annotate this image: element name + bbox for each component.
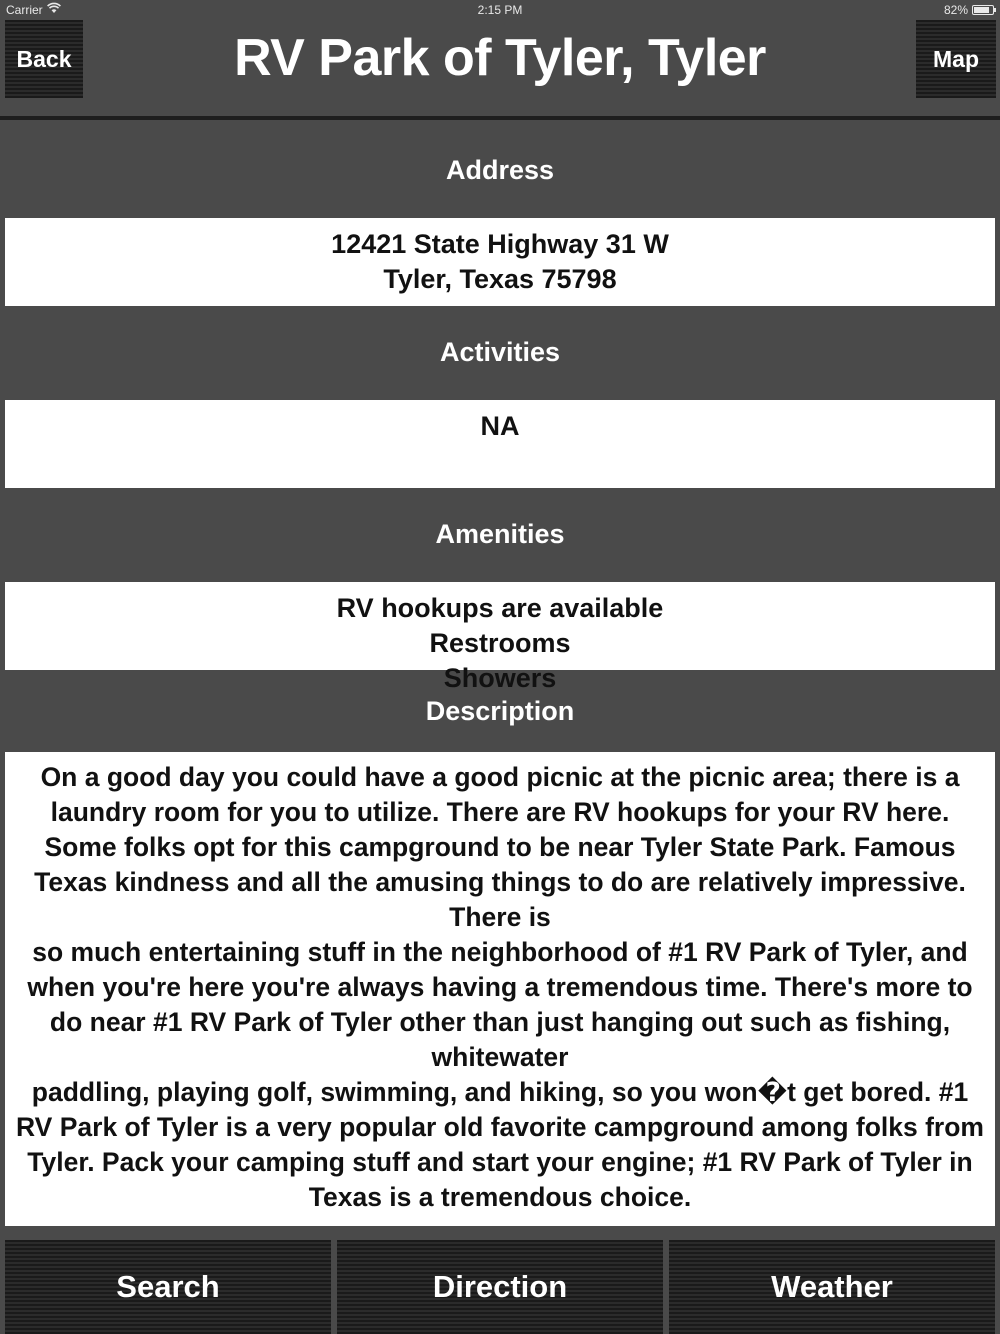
search-button[interactable]: Search [5,1240,331,1334]
description-paragraph: On a good day you could have a good picnic at the picnic area; there is a laundry room for you to utilize. There are RV hookups for your RV here. Some folks opt for this campground to be near Tyler State Park. Famous Texas kindness and all the amusing things to do are relatively impressive. [34,762,966,897]
battery-icon [972,5,994,15]
address-line-2: Tyler, Texas 75798 [383,264,617,294]
activities-header: Activities [439,337,561,367]
activities-box [5,400,995,488]
page-title: RV Park of Tyler, Tyler [234,29,766,87]
amenity-item: RV hookups are available [336,593,664,623]
map-button[interactable]: Map [916,20,996,98]
amenity-item: Showers [443,663,557,693]
amenities-header: Amenities [435,519,565,549]
status-bar [0,0,1000,20]
back-button[interactable]: Back [5,20,83,98]
bottom-toolbar [0,1234,1000,1334]
description-paragraph: so much entertaining stuff in the neighborhood of #1 RV Park of Tyler, and when you're here you're always having a tremendous time. There's more to do near #1 RV Park of Tyler other than just hanging out such as fishing, whitewater [27,937,973,1072]
direction-button[interactable]: Direction [337,1240,663,1334]
amenities-box[interactable] [5,582,995,693]
battery-fill [974,7,989,13]
navigation-bar [0,20,1000,118]
battery-percent: 82% [943,3,968,17]
status-right [944,3,994,17]
weather-button[interactable]: Weather [669,1240,995,1334]
description-header: Description [425,696,575,726]
address-box [5,218,995,306]
amenity-item: Restrooms [429,628,571,658]
address-line-1: 12421 State Highway 31 W [331,229,669,259]
address-header: Address [445,155,555,185]
description-paragraph: There is [449,902,551,932]
status-time: 2:15 PM [477,3,523,17]
description-box[interactable] [5,752,995,1226]
nav-divider [0,116,1000,120]
activities-value: NA [480,411,520,441]
description-paragraph: paddling, playing golf, swimming, and hiking, so you won�t get bored. #1 RV Park of Tyler is a very popular old favorite campground among folks from Tyler. Pack your camping stuff and start your engine; #1 RV Park of Tyler in Texas is a tremendous choice. [16,1077,984,1212]
carrier-label: Carrier [6,3,43,17]
